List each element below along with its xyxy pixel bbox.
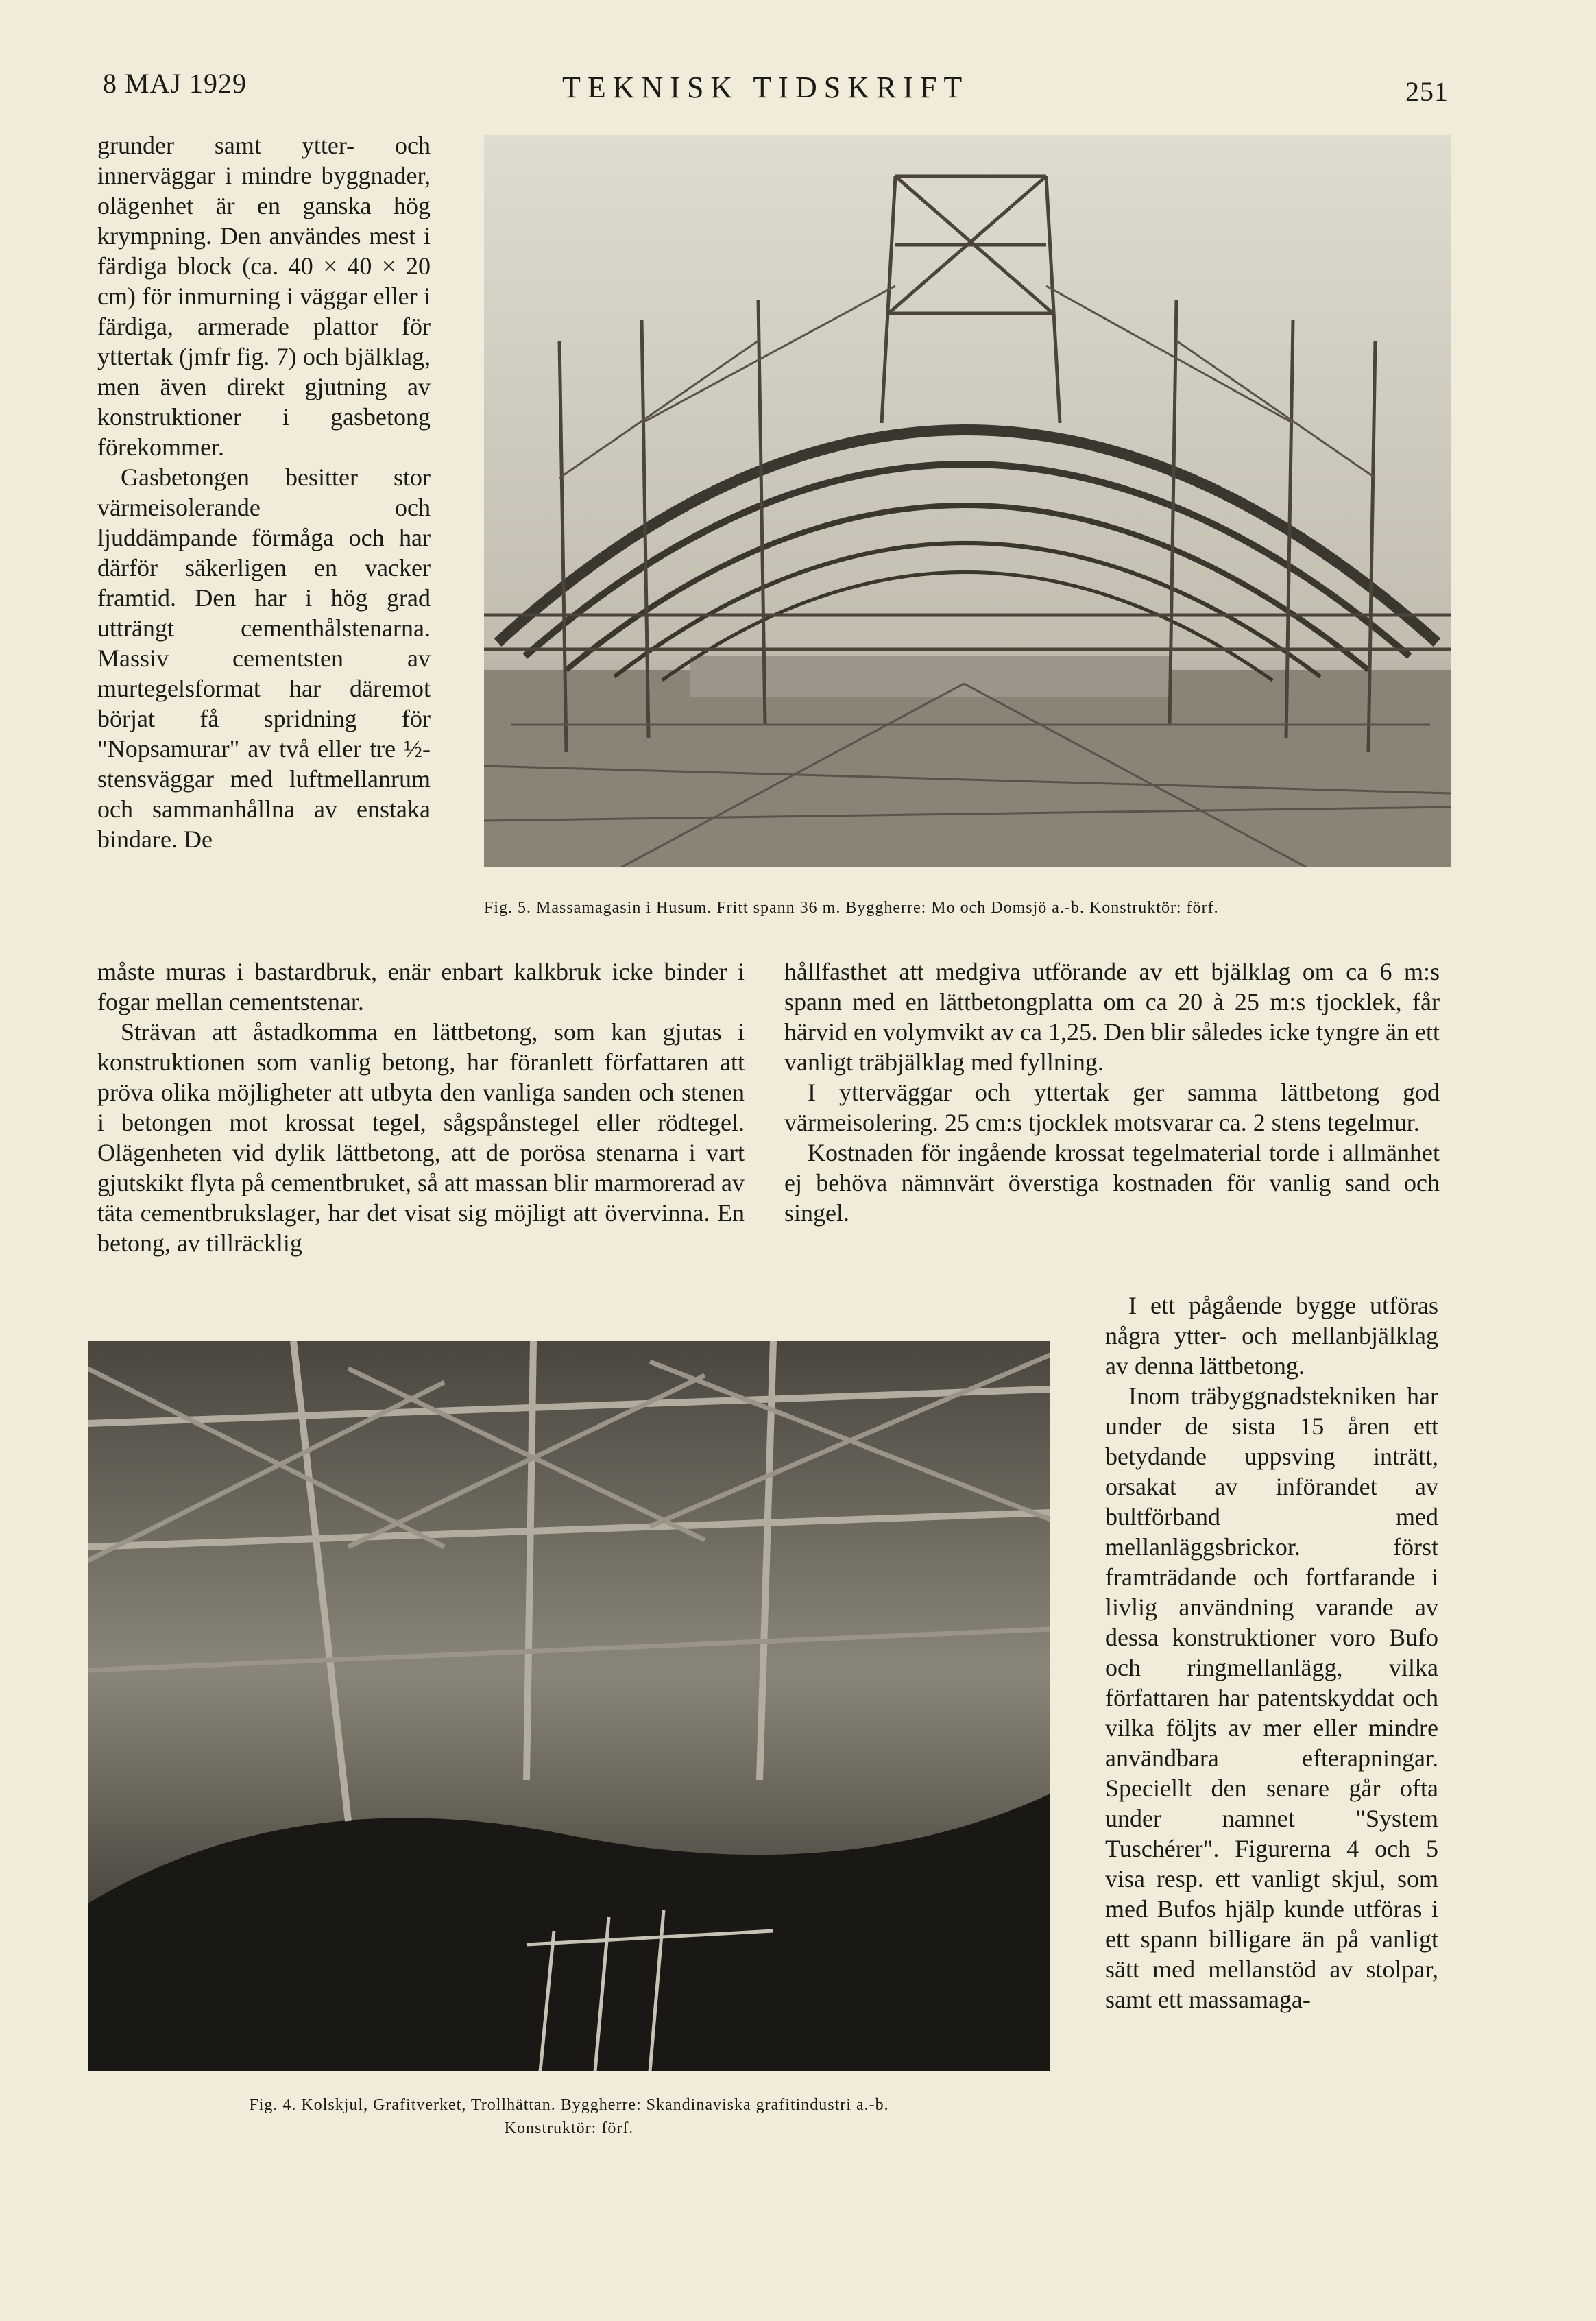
paragraph: I ett pågående bygge utföras några ytter- och mellanbjälklag av denna lättbetong. — [1105, 1292, 1438, 1380]
text-column-left-top — [97, 130, 431, 854]
text-column-right-bottom — [1105, 1290, 1438, 2015]
text-column-right-mid — [784, 957, 1440, 1228]
paragraph: grunder samt ytter- och innerväggar i mindre byggnader, olägenhet är en ganska hög krympning. Den användes mest i färdiga block (ca. 40 × 40 × 20 cm) för inmurning i väggar eller i färdiga, armerade plattor för yttertak (jmfr fig. 7) och bjälklag, men även direkt gjutning av konstruktioner i gasbetong förekommer. — [97, 132, 431, 461]
text-column-left-bottom — [97, 957, 745, 1258]
fig4-photo — [88, 1341, 1050, 2071]
page-number: 251 — [1405, 76, 1449, 107]
paragraph: Kostnaden för ingående krossat tegelmaterial torde i allmänhet ej behöva nämnvärt överstiga kostnaden för vanlig sand och singel. — [784, 1139, 1440, 1227]
fig4-caption-line2: Konstruktör: förf. — [504, 2119, 634, 2137]
paragraph: Gasbetongen besitter stor värmeisolerande och ljuddämpande förmåga och har därför säkerligen en vacker framtid. Den har i hög grad utträngt cementhålstenarna. Massiv cementsten av murtegelsformat har däremot börjat få spridning för "Nopsamurar" av två eller tre ½-stensväggar med luftmellanrum och sammanhållna av enstaka bindare. De — [97, 464, 431, 853]
journal-title: TEKNISK TIDSKRIFT — [562, 71, 969, 104]
issue-date: 8 MAJ 1929 — [103, 68, 247, 99]
paragraph: måste muras i bastardbruk, enär enbart kalkbruk icke binder i fogar mellan cementstenar. — [97, 958, 745, 1015]
fig5-photo — [484, 135, 1451, 867]
paragraph: I ytterväggar och yttertak ger samma lättbetong god värmeisolering. 25 cm:s tjocklek motsvarar ca. 2 stens tegelmur. — [784, 1079, 1440, 1136]
paragraph: hållfasthet att medgiva utförande av ett bjälklag om ca 6 m:s spann med en lättbetongplatta om ca 20 à 25 m:s tjocklek, får härvid en volymvikt av ca 1,25. Den blir således icke tyngre än ett vanligt träbjälklag med fyllning. — [784, 958, 1440, 1076]
fig5-caption: Fig. 5. Massamagasin i Husum. Fritt spann 36 m. Byggherre: Mo och Domsjö a.-b. Konstruktör: förf. — [484, 899, 1219, 917]
paragraph: Inom träbyggnadstekniken har under de sista 15 åren ett betydande uppsving inträtt, orsakat av införandet av bultförband med mellanläggsbrickor. först framträdande och fortfarande i livlig användning varande av dessa konstruktioner voro Bufo och ringmellanlägg, vilka författaren har patentskyddat och vilka följts av mer eller mindre användbara efterapningar. Speciellt den senare går ofta under namnet "System Tuschérer". Figurerna 4 och 5 visa resp. ett vanligt skjul, som med Bufos hjälp kunde utföras i ett spann billigare än på vanligt sätt med mellanstöd av stolpar, samt ett massamaga- — [1105, 1382, 1438, 2013]
paragraph: Strävan att åstadkomma en lättbetong, som kan gjutas i konstruktionen som vanlig betong, har föranlett författaren att pröva olika möjligheter att utbyta den vanliga sanden och stenen i betongen mot krossat tegel, sågspånstegel eller rödtegel. Olägenheten vid dylik lättbetong, att de porösa stenarna i vart gjutskikt flyta på cementbruket, så att massan blir marmorerad av täta cementbrukslager, har det visat sig möjligt att övervinna. En betong, av tillräcklig — [97, 1018, 745, 1257]
fig4-caption-line1: Fig. 4. Kolskjul, Grafitverket, Trollhättan. Byggherre: Skandinaviska grafitindustri a.-b. — [249, 2096, 889, 2114]
